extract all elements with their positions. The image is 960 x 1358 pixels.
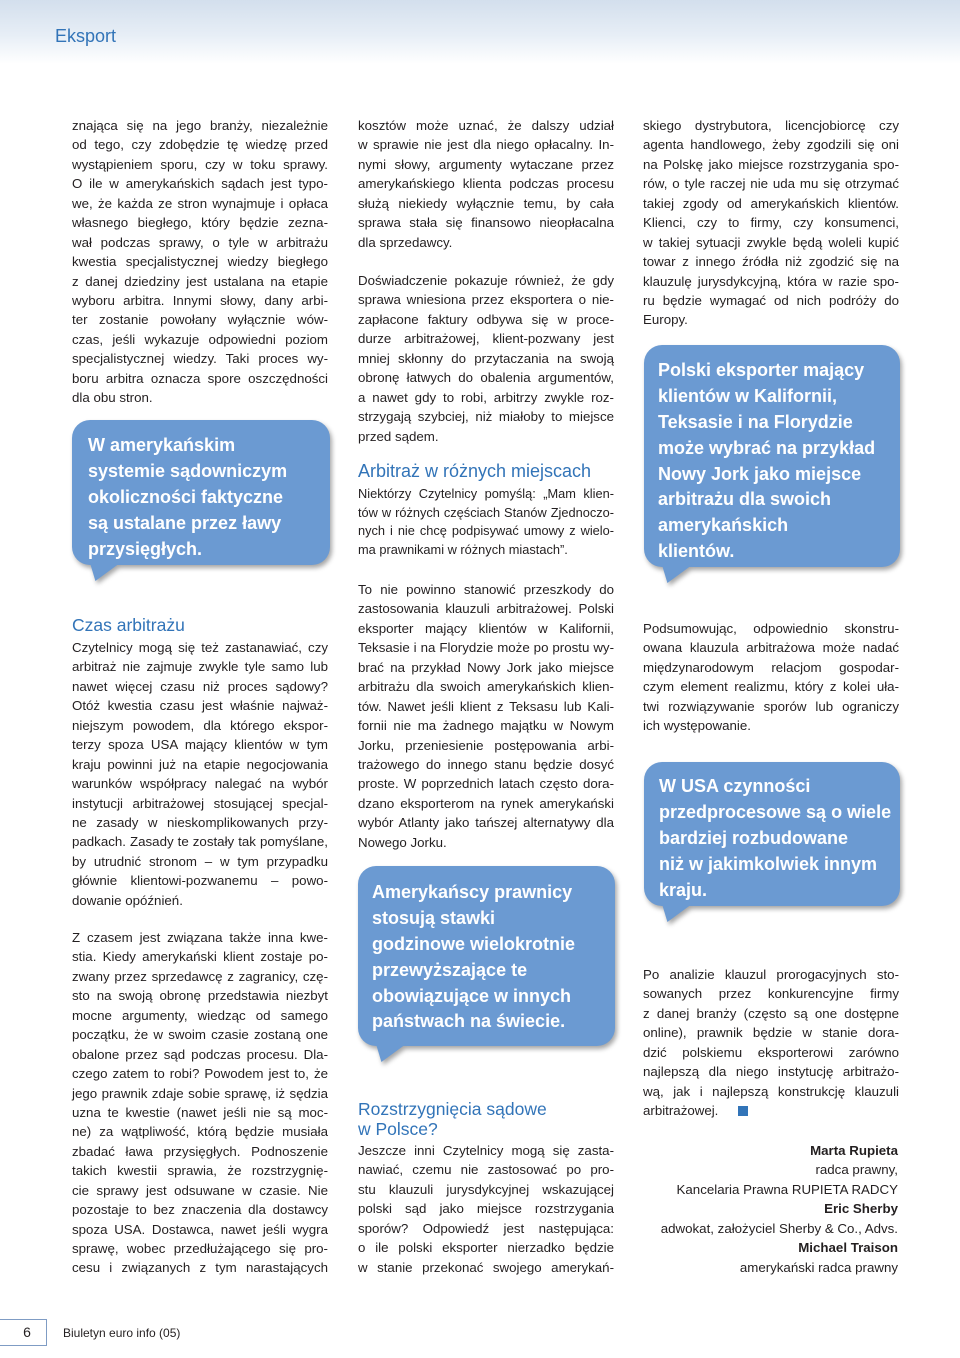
text-line: we, że każda ze stron wynajmuje i opłaca xyxy=(72,195,328,211)
callout-line: W amerykańskim xyxy=(88,435,236,455)
text-line: nawet więcej czasu niż proces sądowy? xyxy=(72,678,328,694)
text-line: na Polskę jako miejsce rozstrzygania spo- xyxy=(643,156,899,172)
text-line: durze arbitrażowej, klient-pozwany jest xyxy=(358,331,614,347)
text-line: z danej branży (często są one dostępne xyxy=(643,1005,899,1021)
text-line: spoza USA. Dostawca, nawet jeśli wygra xyxy=(72,1221,328,1237)
header-band xyxy=(0,0,960,64)
text-line: arbitrażowej. xyxy=(643,1103,719,1119)
article-paragraph xyxy=(72,638,328,910)
text-line: owana klauzula arbitrażowa może nadać xyxy=(643,640,899,656)
text-line: wą, jak i najlepszą konstrukcję klauzuli xyxy=(643,1083,899,1099)
text-line: amerykańskiego klienta podczas procesu xyxy=(358,176,614,192)
pull-quote-callout xyxy=(72,420,330,565)
text-line: z danej dziedziny jest ustalana na etapie xyxy=(72,273,328,289)
text-line: Teksasie i na Florydzie może po prostu wy- xyxy=(358,640,614,656)
text-line: Klienci, czy to firmy, czy konsumenci, xyxy=(643,215,899,231)
text-line: wystąpieniem sporu, czy w toku sprawy. xyxy=(72,156,328,172)
callout-line: klientów w Kalifornii, xyxy=(658,385,838,406)
text-line: dowanie opóźnień. xyxy=(72,892,183,908)
text-line: niejszym powodem, dla którego ekspor- xyxy=(72,717,328,733)
text-line: obronę łatwych do obalenia argumentów, xyxy=(358,370,614,386)
text-line: czego zatem to robi? Powodem jest to, że xyxy=(72,1066,328,1082)
text-line: rów, o tyle raczej nie uda mu się otrzymać xyxy=(643,176,899,192)
text-line: online), prawnik będzie w stanie dora- xyxy=(643,1025,899,1041)
text-line: strzygają szybciej, niż miałoby to miejsce xyxy=(358,409,614,425)
text-line: sprawa stała się finansowo nieopłacalna xyxy=(358,215,614,231)
text-line: w sprawie nie jest dla niego opłacalny. In- xyxy=(358,137,614,153)
text-line: Jorku, przeniesienie postępowania arbi- xyxy=(358,737,614,753)
pull-quote-callout xyxy=(644,345,900,567)
text-line: Czytelnicy mogą się też zastanawiać, czy xyxy=(72,640,328,655)
end-of-article-square-icon xyxy=(738,1106,748,1116)
callout-line: bardziej rozbudowane xyxy=(659,827,849,848)
callout-line: obowiązujące w innych xyxy=(372,985,572,1006)
author-name: Marta Rupieta xyxy=(810,1143,898,1158)
text-line: kwestia specjalistycznej wiedzy biegłego xyxy=(72,254,328,270)
article-paragraph xyxy=(643,965,899,1121)
text-line: mniej skłonny do przytaczania na swoją xyxy=(358,350,614,366)
section-heading: Czas arbitrażu xyxy=(72,615,185,635)
text-line: polski sąd jako miejsce rozstrzygania xyxy=(358,1201,614,1217)
lead-paragraph xyxy=(358,485,614,560)
text-line: terzy spoza USA mający klientów w tym xyxy=(72,737,328,753)
text-line: Jeszcze inni Czytelnicy mogą się zasta- xyxy=(358,1143,614,1158)
text-line: pozostaje to bez znaczenia dla dostawcy xyxy=(72,1202,328,1218)
text-line: w takiej sytuacji zwykle będą woleli kupić xyxy=(643,234,899,250)
pull-quote-callout xyxy=(358,866,615,1046)
callout-tail xyxy=(376,1044,406,1062)
text-line: specjalistycznej wiedzy. Taki proces wy- xyxy=(72,351,328,367)
text-line: ter zostanie powołany wyłącznie wów- xyxy=(72,312,328,328)
callout-line: okoliczności faktyczne xyxy=(88,486,284,507)
text-line: O ile w amerykańskich sądach jest typo- xyxy=(72,176,328,192)
text-line: skiego dystrybutora, licencjobiorcę czy xyxy=(643,118,899,133)
callout-tail xyxy=(90,563,120,581)
callout-line: systemie sądowniczym xyxy=(88,460,288,481)
text-line: Z czasem jest związana także inna kwe- xyxy=(72,930,328,945)
callout-text xyxy=(372,880,609,1035)
author-name: Michael Traison xyxy=(798,1240,898,1256)
text-line: sto na swoją obronę przedstawia niezbyt xyxy=(72,988,328,1004)
text-line: w stanie przekonać swojego amerykań- xyxy=(358,1259,614,1275)
callout-line: Polski eksporter mający xyxy=(658,360,865,380)
text-line: tów w różnych częściach Stanów Zjednoczo- xyxy=(358,504,614,520)
text-line: To nie powinno stanowić przeszkody do xyxy=(358,582,614,597)
text-line: własnego biegłego, który będzie zezna- xyxy=(72,215,328,231)
text-line: takich kwestii sprawia, że rozstrzygnię- xyxy=(72,1163,328,1179)
text-line: sowanych przez konkurencyjne firmy xyxy=(643,986,899,1002)
section-title: Eksport xyxy=(55,26,117,46)
article-paragraph xyxy=(72,116,328,408)
callout-line: kraju. xyxy=(659,879,708,900)
text-line: znająca się na jego branży, niezależnie xyxy=(72,118,328,133)
article-paragraph xyxy=(358,116,614,252)
text-line: kosztów może uznać, że dalszy udział xyxy=(358,118,614,133)
text-line: tów. Nawet jeśli klient z Teksasu lub Kali- xyxy=(358,698,614,714)
text-line: dzić polskiemu eksporterowi zarówno xyxy=(643,1044,899,1060)
text-line: trażowego do innego stanu będzie dosyć xyxy=(358,756,614,772)
author-credits xyxy=(600,1141,898,1277)
text-line: zbadać ława przysięgłych. Podnoszenie xyxy=(72,1143,328,1159)
text-line: wybór Atlanty jako tańszej alternatywy dla xyxy=(358,815,614,831)
text-line: dzano eksporterom na rynek amerykański xyxy=(358,795,614,811)
page-number: 6 xyxy=(0,1319,47,1346)
text-line: dla obu stron. xyxy=(72,390,153,406)
callout-text xyxy=(659,774,894,903)
text-line: ich występowanie. xyxy=(643,718,751,734)
section-heading: Arbitraż w różnych miejscach xyxy=(358,461,592,481)
text-line: nych i nie chcę podpisywać umowy z wielo- xyxy=(358,523,614,539)
callout-line: Amerykańscy prawnicy xyxy=(372,882,573,902)
author-role: amerykański radca prawny xyxy=(739,1259,898,1275)
text-line: Po analizie klauzul prorogacyjnych sto- xyxy=(643,967,899,982)
heading-line: Rozstrzygnięcia sądowe xyxy=(358,1099,547,1119)
text-line: by utrudnić stronom – w tym przypadku xyxy=(72,853,328,869)
text-line: ma prawnikami w różnych miastach”. xyxy=(358,542,568,558)
text-line: cie sprawy jest odsuwane w czasie. Nie xyxy=(72,1182,328,1198)
text-line: towar z innego źródła niż zgodzić się na xyxy=(643,254,899,270)
callout-line: niż w jakimkolwiek innym xyxy=(659,853,878,874)
text-line: brać na przykład Nowy Jork jako miejsce xyxy=(358,659,614,675)
text-line: nawiać, czemu nie zastosować po pro- xyxy=(358,1162,614,1178)
text-line: czas, jeśli wykazuje odpowiedni poziom xyxy=(72,331,328,347)
text-line: proste. W poprzednich latach często dora- xyxy=(358,776,614,792)
text-line: takiej zgody od amerykańskich klientów. xyxy=(643,195,899,211)
text-line: sprawa wniesiona przez eksportera o nie- xyxy=(358,292,614,308)
callout-text xyxy=(88,433,324,562)
text-line: nymi słowy, argumenty wytaczane przez xyxy=(358,156,614,172)
text-line: przed sądem. xyxy=(358,428,439,444)
text-line: agenta handlowego, żeby zgodzili się oni xyxy=(643,137,899,153)
callout-line: przewyższające te xyxy=(372,959,528,980)
callout-tail xyxy=(662,904,692,922)
callout-tail xyxy=(662,565,692,583)
callout-line: Nowy Jork jako miejsce xyxy=(658,463,862,484)
article-paragraph xyxy=(358,1141,614,1277)
callout-line: stosują stawki xyxy=(372,907,496,928)
text-line: zapłacone faktury odbywa się w proce- xyxy=(358,311,614,327)
text-line: a nawet gdy to robi, arbitrzy zwykle roz- xyxy=(358,389,614,405)
text-line: początku, że w swoim czasie zostaną one xyxy=(72,1027,328,1043)
text-line: fornii nie ma żadnego majątku w Nowym xyxy=(358,718,614,734)
text-line: międzynarodowym relacjom gospodar- xyxy=(643,659,899,675)
text-line: cesu i związanych z tym narastających xyxy=(72,1260,328,1276)
text-line: ne zasady w nieskomplikowanych przy- xyxy=(72,814,328,830)
author-role: adwokat, założyciel Sherby & Co., Advs. xyxy=(660,1220,898,1236)
text-line: dla sprzedawcy. xyxy=(358,234,453,250)
text-line: wał podczas sprawy, o tyle w arbitrażu xyxy=(72,234,328,250)
text-line: zastosowania klauzuli arbitrażowej. Polski xyxy=(358,601,614,617)
heading-line: w Polsce? xyxy=(358,1118,438,1139)
text-line: kraju powinni już na etapie negocjowania xyxy=(72,756,328,772)
article-paragraph xyxy=(72,928,328,1278)
text-line: Otóż kwestia czasu jest właśnie najważ- xyxy=(72,698,328,714)
text-line: czym element realizmu, który z kolei uła- xyxy=(643,679,899,695)
text-line: zwany przez sprzedawcę z zagranicy, czę- xyxy=(72,968,328,984)
text-line: służą niekiedy wyłącznie temu, by cała xyxy=(358,195,614,211)
text-line: o ile polski eksporter nierzadko będzie xyxy=(358,1240,614,1256)
callout-line: klientów. xyxy=(658,541,735,562)
article-paragraph xyxy=(643,619,899,736)
text-line: Podsumowując, odpowiednio skonstru- xyxy=(643,621,899,636)
callout-line: przedprocesowe są o wiele xyxy=(659,801,892,822)
publication-name: Biuletyn euro info (05) xyxy=(63,1326,181,1340)
text-line: padkach. Zasady te zostały tak pomyślane, xyxy=(72,834,328,850)
text-line: sprawę, wobec przedłużającego się pro- xyxy=(72,1241,328,1256)
text-line: Doświadczenie pokazuje również, że gdy xyxy=(358,273,614,288)
author-role: radca prawny, xyxy=(815,1162,898,1178)
article-paragraph xyxy=(643,116,899,330)
text-line: instytucji arbitrażowej stosującej specjal- xyxy=(72,795,328,811)
callout-line: amerykańskich xyxy=(658,515,789,536)
pull-quote-callout xyxy=(644,762,900,906)
callout-line: są ustalane przez ławy xyxy=(88,512,282,533)
text-line: boru arbitra oznacza spore oszczędności xyxy=(72,370,328,386)
text-line: Nowego Jorku. xyxy=(358,834,447,850)
author-role: Kancelaria Prawna RUPIETA RADCY xyxy=(676,1181,898,1197)
callout-line: godzinowe wielokrotnie xyxy=(372,933,576,954)
callout-text xyxy=(658,358,894,565)
callout-line: państwach na świecie. xyxy=(372,1011,566,1032)
text-line: sporów? Odpowiedź jest następująca: xyxy=(358,1220,614,1236)
text-line: arbitraż nie zajmuje zwykle tyle samo lub xyxy=(72,659,328,675)
text-line: jego prawnik zdaje sobie sprawę, iż sędzia xyxy=(72,1085,328,1101)
text-line: uzna te kwestie (nawet jeśli nie są moc- xyxy=(72,1104,328,1120)
callout-line: W USA czynności xyxy=(659,776,811,796)
callout-line: arbitrażu dla swoich xyxy=(658,489,832,510)
article-paragraph xyxy=(358,271,614,446)
article-paragraph xyxy=(358,580,614,852)
text-line: od tego, czy zdobędzie tę wiedzę przed xyxy=(72,137,328,153)
text-line: najlepszą dla niego instytucję arbitrażo- xyxy=(643,1064,899,1080)
text-line: Europy. xyxy=(643,312,688,328)
author-name: Eric Sherby xyxy=(824,1201,898,1217)
text-line: ne) za wątpliwość, którą będzie musiała xyxy=(72,1124,328,1140)
text-line: obalone przez sąd podczas procesu. Dla- xyxy=(72,1046,328,1062)
section-heading xyxy=(358,1100,547,1139)
text-line: stia. Kiedy amerykański klient zostaje po- xyxy=(72,949,328,965)
text-line: eksporter mający klientów w Kalifornii, xyxy=(358,620,614,636)
text-line: głównie klientowi-pozwanemu – powo- xyxy=(72,873,328,889)
text-line: Niektórzy Czytelnicy pomyślą: „Mam klien- xyxy=(358,486,614,501)
text-line: stu klauzuli jurysdykcyjnej wskazującej xyxy=(358,1181,614,1197)
callout-line: może wybrać na przykład xyxy=(658,437,876,458)
text-line: arbitrażu dla swoich amerykańskich klien- xyxy=(358,679,614,695)
text-line: warunków współpracy nalegać na wybór xyxy=(72,776,328,792)
text-line: wyboru arbitra. Innymi słowy, dany arbi- xyxy=(72,292,328,308)
callout-line: przysięgłych. xyxy=(88,538,203,559)
text-line: mocne argumenty, wiedząc od samego xyxy=(72,1007,328,1023)
text-line: twi rozwiązywanie sporów lub ograniczy xyxy=(643,698,899,714)
callout-line: Teksasie i na Florydzie xyxy=(658,411,853,432)
text-line: klauzulę jurysdykcyjną, która w razie spo- xyxy=(643,273,899,289)
text-line: ru będzie wymagać od nich podróży do xyxy=(643,292,899,308)
